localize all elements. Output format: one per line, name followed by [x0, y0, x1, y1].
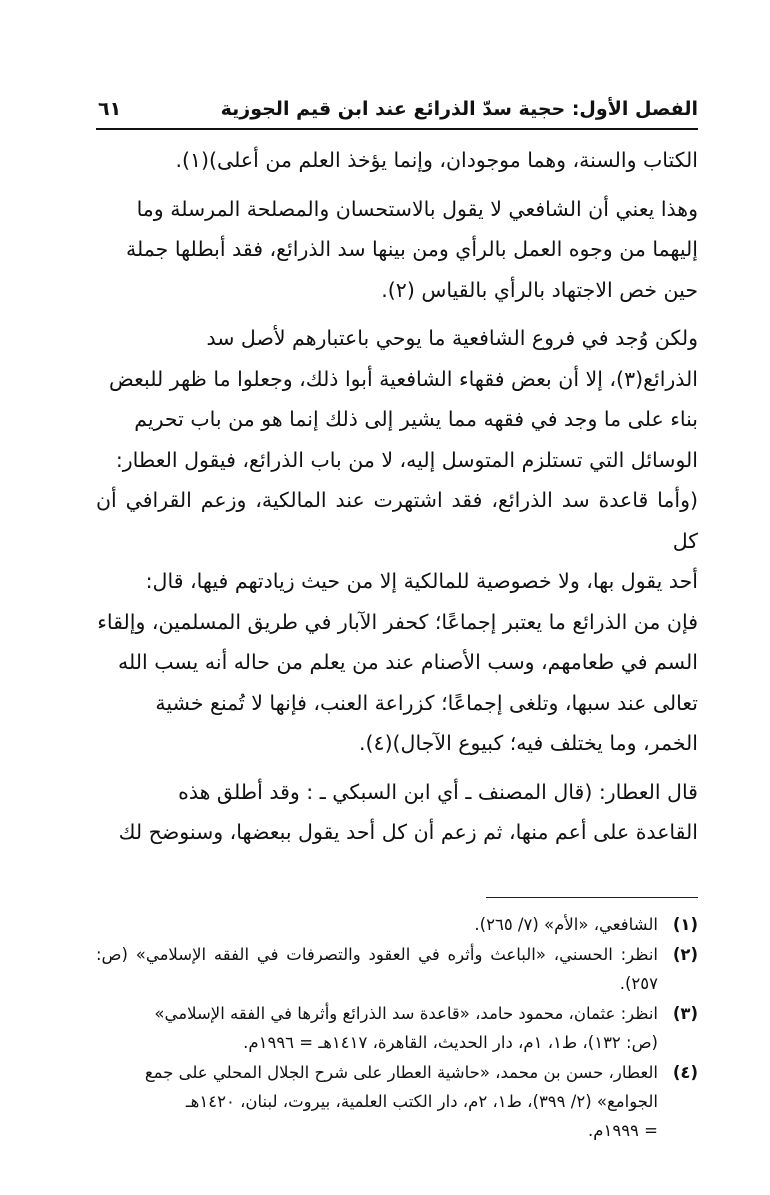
footnote-number: (٣)	[672, 1003, 698, 1023]
footnote-text: انظر: عثمان، محمود حامد، «قاعدة سد الذرائع وأثرها في الفقه الإسلامي» (ص: ١٣٢)، ط١، ١م، دار الحديث، القاهرة، ١٤١٧هـ = ١٩٩٦م.	[154, 1003, 658, 1052]
footnotes	[96, 910, 698, 1145]
footnote	[96, 1058, 698, 1145]
footnote-text: انظر: الحسني، «الباعث وأثره في العقود والتصرفات في الفقه الإسلامي» (ص: ٢٥٧).	[96, 944, 658, 993]
footnote-number: (٤)	[672, 1062, 698, 1082]
footnote-number: (١)	[672, 914, 698, 934]
chapter-title: الفصل الأول: حجية سدّ الذرائع عند ابن قيم الجوزية	[220, 98, 698, 120]
paragraph: قال العطار: (قال المصنف ـ أي ابن السبكي ـ : وقد أطلق هذه القاعدة على أعم منها، ثم زعم أن كل أحد يقول ببعضها، وسنوضح لك	[118, 779, 698, 844]
paragraph: وهذا يعني أن الشافعي لا يقول بالاستحسان والمصلحة المرسلة وما إليهما من وجوه العمل بالرأي ومن بينها سد الذرائع، فقد أبطلها جملة حين خص الاجتهاد بالرأي بالقياس (٢).	[126, 196, 698, 302]
running-header	[96, 92, 698, 126]
header-rule	[96, 128, 698, 130]
footnote-text: الشافعي، «الأم» (٧/ ٢٦٥).	[474, 914, 658, 934]
paragraph: الكتاب والسنة، وهما موجودان، وإنما يؤخذ العلم من أعلى)(١).	[175, 148, 698, 172]
footnote	[96, 999, 698, 1057]
paragraph: ولكن وُجد في فروع الشافعية ما يوحي باعتبارهم لأصل سد الذرائع(٣)، إلا أن بعض فقهاء الشافعية أبوا ذلك، وجعلوا ما ظهر للبعض بناء على ما وجد في فقهه مما يشير إلى ذلك إنما هو من باب تحريم الوسائل التي تستلزم المتوسل إليه، لا من باب الذرائع، فيقول العطار: (وأما قاعدة سد الذرائع، فقد اشتهرت عند المالكية، وزعم القرافي أن كل أحد يقول بها، ولا خصوصية للمالكية إلا من حيث زيادتهم فيها، قال: فإن من الذرائع ما يعتبر إجماعًا؛ كحفر الآبار في طريق المسلمين، وإلقاء السم في طعامهم، وسب الأصنام عند من يعلم من حاله أنه يسب الله تعالى عند سبها، وتلغى إجماعًا؛ كزراعة العنب، فإنها لا تُمنع خشية الخمر، وما يختلف فيه؛ كبيوع الآجال)(٤).	[96, 326, 698, 755]
footnote-number: (٢)	[672, 944, 698, 964]
footnote-text: العطار، حسن بن محمد، «حاشية العطار على شرح الجلال المحلي على جمع الجوامع» (٢/ ٣٩٩)، ط١، ٢م، دار الكتب العلمية، بيروت، لبنان، ١٤٢٠هـ = ١٩٩٩م.	[144, 1062, 658, 1140]
footnote	[96, 940, 698, 998]
body-text	[96, 140, 698, 853]
footnote	[96, 910, 698, 939]
page-number: ٦١	[98, 98, 122, 120]
footnote-separator	[486, 897, 698, 898]
book-page	[96, 92, 698, 1146]
